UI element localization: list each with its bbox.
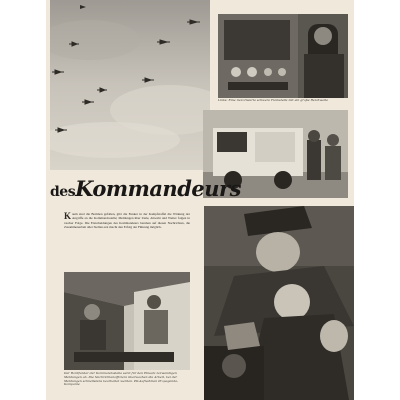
officers-photo xyxy=(204,206,354,400)
aircraft-formation-photo xyxy=(50,0,210,170)
article-text: aum sind die Bomben gefallen, gibt die Funker in der Kampfstaffel die Wirkung der Angriffe an die Kommandostelle; Meldungen über Ziele, Abwehr und Wetter folgen in rascher Folge. Die Entscheidungen des Kommandeurs beruhen auf diesen Nachrichten, die Zusammenarbeit aller Stellen erst macht den Erfolg der Führung möglich. xyxy=(64,212,190,229)
drop-cap: K xyxy=(64,211,72,221)
article-body xyxy=(64,212,190,229)
cockpit-photo-caption: Der Bordfunker der Kommandostelle setzt für den Einsatz notwendigen Meldungen ab. Die Nachrichtenoffiziere überwachen die Arbeit, bei der Meldungen schnellstens bearbeitet werden. PK-Aufnahmen Propaganda-Kompanie xyxy=(64,371,179,387)
cockpit-crew-photo xyxy=(64,272,190,370)
radio-photo-caption: Links: Eine motorisierte schwere Funkstelle mit ein große Reichweite xyxy=(218,98,329,102)
headline-main: Kommandeurs xyxy=(75,176,241,201)
radio-station-photo xyxy=(218,14,348,98)
headline-prefix: des xyxy=(50,184,76,200)
magazine-page xyxy=(46,0,354,400)
page-headline xyxy=(50,176,241,201)
